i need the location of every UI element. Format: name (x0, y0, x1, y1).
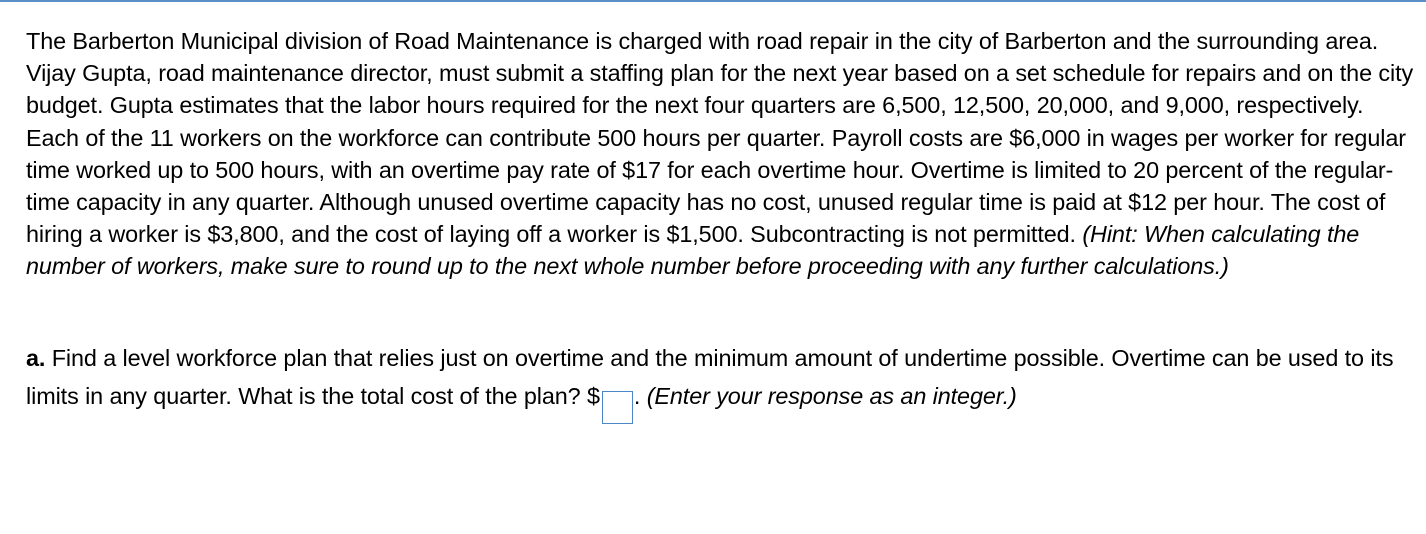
question-part-a (26, 340, 1416, 424)
part-a-label: a. (26, 345, 46, 371)
problem-statement (26, 25, 1416, 283)
part-a-question: Find a level workforce plan that relies just on overtime and the minimum amount of undertime possible. Overtime can be used to its limits in any quarter. What is the total cost of the plan? (26, 345, 1394, 409)
problem-hint: (Hint: When calculating the number of workers, make sure to round up to the next whole number before proceeding with any further calculations.) (26, 221, 1360, 280)
problem-body: The Barberton Municipal division of Road Maintenance is charged with road repair in the city of Barberton and the surrounding area. Vijay Gupta, road maintenance director, must submit a staffing plan for the next year based on a set schedule for repairs and on the city budget. Gupta estimates that the labor hours required for the next four quarters are 6,500, 12,500, 20,000, and 9,000, respectively. Each of the 11 workers on the workforce can contribute 500 hours per quarter. Payroll costs are $6,000 in wages per worker for regular time worked up to 500 hours, with an overtime pay rate of $17 for each overtime hour. Overtime is limited to 20 percent of the regular-time capacity in any quarter. Although unused overtime capacity has no cost, unused regular time is paid at $12 per hour. The cost of hiring a worker is $3,800, and the cost of laying off a worker is $1,500. Subcontracting is not permitted. (26, 28, 1414, 248)
top-divider (0, 0, 1426, 2)
answer-trailing-period: . (633, 382, 641, 409)
total-cost-answer-input[interactable] (602, 391, 633, 424)
currency-symbol: $ (586, 382, 600, 409)
answer-instruction: (Enter your response as an integer.) (646, 382, 1017, 409)
